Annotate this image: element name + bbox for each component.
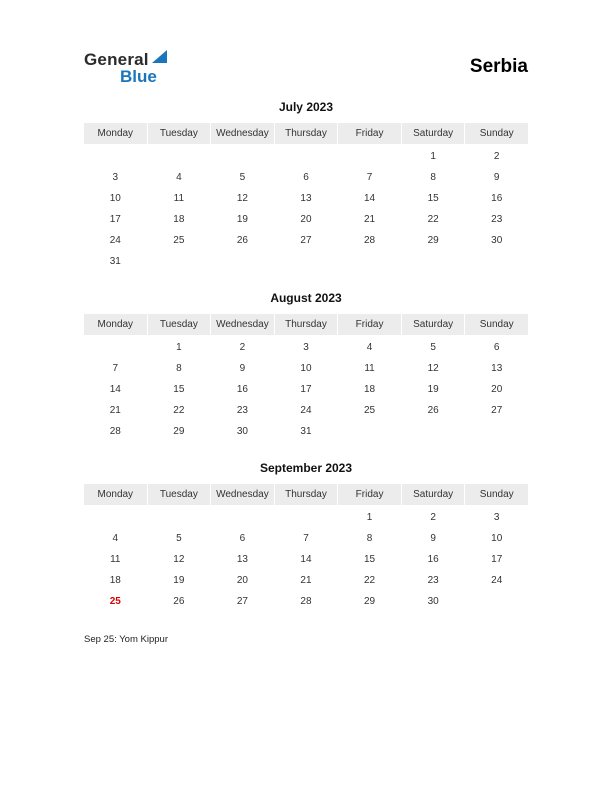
calendar-day: 29 [364,596,376,607]
month-calendar [84,461,528,610]
calendar-day: 8 [366,533,373,544]
calendar-day: 17 [491,554,503,565]
calendar-day-empty [465,423,528,440]
calendar-day: 12 [173,554,185,565]
weekday-header: Saturday [402,484,465,505]
weekday-header: Tuesday [148,484,211,505]
calendar-day: 22 [427,214,439,225]
calendar-day: 17 [300,384,312,395]
calendar-day: 2 [239,342,246,353]
logo-triangle-icon [152,50,167,67]
calendar-day: 9 [430,533,436,544]
logo-text-general: General [84,50,149,69]
month-title: September 2023 [259,461,353,475]
calendar-day: 7 [303,533,309,544]
calendar-day: 30 [427,596,439,607]
weekday-header: Friday [338,484,401,505]
calendar-day: 11 [364,363,375,374]
calendar-day-empty [148,253,211,270]
calendar-day: 25 [364,405,376,416]
weekday-header: Tuesday [148,314,211,335]
month-title: August 2023 [270,291,342,305]
calendar-day: 21 [109,405,121,416]
calendar-day: 26 [236,235,248,246]
calendar-day: 28 [300,596,312,607]
weekday-header: Friday [338,314,401,335]
calendar-day: 23 [427,575,439,586]
calendar-day: 9 [493,172,500,183]
calendar-day: 11 [173,193,185,204]
calendar-day: 18 [364,384,376,395]
calendar-day-empty [211,253,274,270]
calendar-day: 1 [430,151,436,162]
calendar-day: 15 [364,554,376,565]
calendar-day: 31 [109,256,121,267]
calendar-day: 27 [300,235,312,246]
logo-text-blue: Blue [120,67,157,86]
calendar-day: 10 [109,193,121,204]
calendar-day: 4 [112,533,119,544]
calendar-day: 23 [491,214,503,225]
calendar-day: 16 [491,193,503,204]
calendar-day: 16 [236,384,248,395]
calendar-day-empty [148,509,211,526]
calendar-day: 17 [109,214,121,225]
calendar-day: 20 [236,575,248,586]
calendar-day: 7 [112,363,119,374]
calendar-day: 30 [491,235,503,246]
calendar-day: 10 [491,533,503,544]
calendar-day: 6 [239,533,246,544]
calendar-day-empty [211,148,274,165]
calendar-day: 3 [493,512,500,523]
calendar-day: 18 [173,214,185,225]
month-grid [84,123,528,270]
calendar-day: 6 [303,172,309,183]
month-title: July 2023 [278,100,334,114]
weekday-header: Thursday [275,314,338,335]
calendar-day-empty [275,253,338,270]
calendar-day-holiday: 25 [109,596,121,607]
calendar-day: 12 [427,363,439,374]
calendar-day-empty [211,509,274,526]
calendar-day-empty [465,253,528,270]
calendars-container [84,100,528,645]
calendar-day: 24 [491,575,503,586]
weekday-header: Wednesday [211,123,274,144]
calendar-day: 22 [173,405,185,416]
calendar-day: 6 [493,342,500,353]
calendar-day: 14 [364,193,376,204]
calendar-day: 31 [300,426,312,437]
weekday-header: Monday [84,314,147,335]
calendar-day: 21 [300,575,312,586]
calendar-day-empty [338,148,401,165]
calendar-day-empty [402,253,465,270]
calendar-day: 19 [173,575,185,586]
calendar-day: 30 [236,426,248,437]
weekday-header: Monday [84,484,147,505]
calendar-day: 12 [236,193,248,204]
weekday-header: Sunday [465,123,528,144]
calendar-day-empty [275,148,338,165]
calendar-day: 19 [427,384,439,395]
calendar-day: 3 [303,342,309,353]
weekday-header: Tuesday [148,123,211,144]
page-header [84,50,528,85]
calendar-day: 4 [176,172,182,183]
month-calendar [84,100,528,270]
weekday-header: Sunday [465,314,528,335]
calendar-day: 28 [364,235,376,246]
calendar-day-empty [148,148,211,165]
calendar-day: 28 [109,426,121,437]
weekday-header: Monday [84,123,147,144]
calendar-day: 2 [430,512,436,523]
calendar-day-empty [84,148,147,165]
calendar-day: 13 [236,554,248,565]
calendar-day: 5 [176,533,182,544]
calendar-day: 1 [366,512,373,523]
weekday-header: Wednesday [211,484,274,505]
calendar-day: 15 [427,193,439,204]
calendar-day: 8 [176,363,182,374]
weekday-header: Saturday [402,123,465,144]
calendar-day: 20 [491,384,503,395]
calendar-day-empty [465,593,528,610]
calendar-day: 22 [364,575,376,586]
calendar-day: 26 [173,596,185,607]
weekday-header: Thursday [275,123,338,144]
calendar-day: 11 [110,554,121,565]
calendar-day-empty [84,339,147,356]
calendar-day: 4 [366,342,373,353]
month-grid [84,314,528,440]
calendar-day: 27 [236,596,248,607]
page-title: Serbia [469,56,528,77]
calendar-day: 21 [364,214,376,225]
calendar-day-empty [275,509,338,526]
calendar-day: 13 [300,193,312,204]
weekday-header: Friday [338,123,401,144]
general-blue-logo [84,50,167,85]
calendar-day: 27 [491,405,503,416]
weekday-header: Thursday [275,484,338,505]
calendar-day-empty [338,423,401,440]
logo-top-row [84,50,167,68]
weekday-header: Sunday [465,484,528,505]
calendar-day-empty [338,253,401,270]
calendar-day: 24 [300,405,312,416]
calendar-day: 3 [112,172,119,183]
calendar-day: 16 [427,554,439,565]
calendar-day: 26 [427,405,439,416]
calendar-day: 1 [176,342,182,353]
calendar-day: 2 [493,151,500,162]
calendar-day: 8 [430,172,436,183]
calendar-day: 5 [239,172,246,183]
calendar-day: 9 [239,363,246,374]
calendar-day: 13 [491,363,503,374]
calendar-day: 20 [300,214,312,225]
month-grid [84,484,528,610]
calendar-day: 19 [236,214,248,225]
calendar-day: 23 [236,405,248,416]
calendar-day: 29 [173,426,185,437]
calendar-day: 15 [173,384,185,395]
calendar-day: 14 [109,384,121,395]
holiday-footnote: Sep 25: Yom Kippur [84,634,168,645]
calendar-day: 7 [366,172,373,183]
calendar-day: 10 [300,363,312,374]
weekday-header: Saturday [402,314,465,335]
calendar-day: 24 [109,235,121,246]
calendar-day: 18 [109,575,121,586]
calendar-day: 5 [430,342,436,353]
calendar-day: 29 [427,235,439,246]
calendar-day: 25 [173,235,185,246]
calendar-day-empty [84,509,147,526]
month-calendar [84,291,528,440]
weekday-header: Wednesday [211,314,274,335]
calendar-day: 14 [300,554,312,565]
calendar-day-empty [402,423,465,440]
